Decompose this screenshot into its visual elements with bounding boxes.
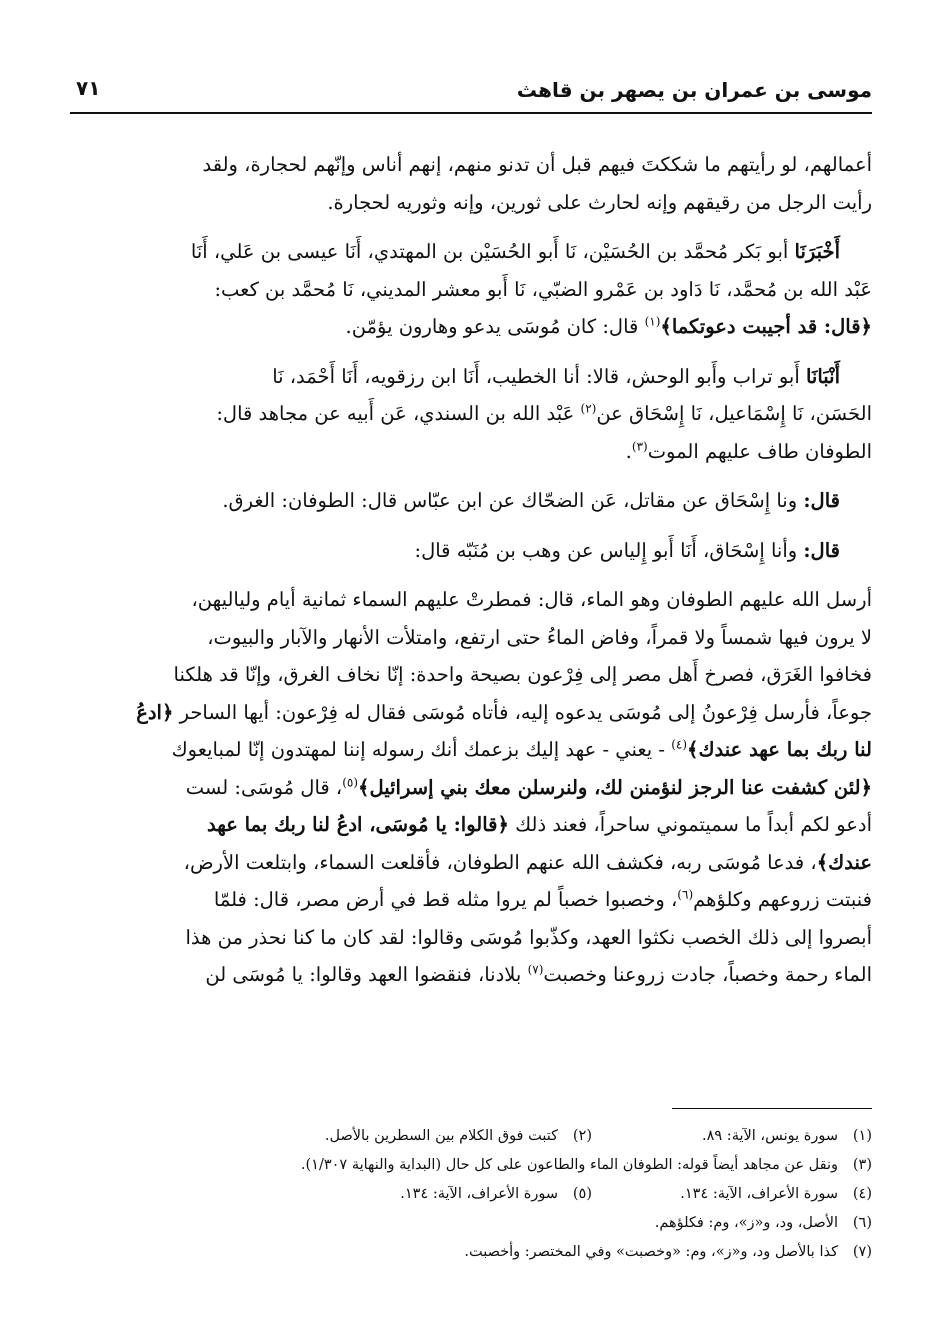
footnote-ref: (١) [644, 314, 661, 329]
footnote-number: (٤) [852, 1186, 872, 1202]
text-line: ، وخصبوا خصباً لم يروا مثله قط في أرض مصر، قال: فلمّا [213, 888, 678, 911]
text-line: لا يرون فيها شمساً ولا قمراً، وفاض الماءُ حتى ارتفع، وامتلأت الأنهار والآبار والبيوت، [207, 625, 872, 649]
paragraph-2 [70, 233, 872, 346]
footnote-text: سورة يونس، الآية: ٨٩. [702, 1128, 838, 1144]
running-head: موسى بن عمران بن يصهر بن قاهث [516, 78, 872, 102]
text-line: بلادنا، فنقضوا العهد وقالوا: يا مُوسَى لن [205, 963, 528, 986]
main-text [70, 146, 872, 994]
footnote-ref: (٧) [527, 962, 544, 977]
footnote-3 [70, 1151, 872, 1180]
footnote-text: الأصل، ود، و«ز»، وم: فكلؤهم. [654, 1215, 838, 1231]
text-line: رأيت الرجل من رقيقهم وإنه لحارث على ثورين، وإنه وثوريه لحجارة. [327, 190, 872, 214]
text-line: فخافوا الغَرَق، فصرخ أَهل مصر إلى فِرْعون بصيحة واحدة: إنّا نخاف الغرق، وإنّا قد هلكنا [173, 663, 872, 686]
text-line: ونا إِسْحَاق عن مقاتل، عَن الضحّاك عن ابن عبّاس قال: الطوفان: الغرق. [222, 489, 804, 512]
text-line: قال: كان مُوسَى يدعو وهارون يؤمّن. [345, 315, 645, 338]
text-line: أدعو لكم أبداً ما سميتموني ساحراً، فعند ذلك [508, 813, 872, 836]
isnad-lead: أَخْبَرَنَا [794, 240, 840, 263]
text-line: الماء رحمة وخصباً، جادت زروعنا وخصبت [543, 963, 872, 986]
quran-quote: ﴿قالوا: يا مُوسَى، ادعُ لنا ربك بما عهد [207, 813, 509, 836]
text-line: جوعاً، فأرسل فِرْعونُ إلى مُوسَى يدعوه إليه، فأتاه مُوسَى فقال له فِرْعون: أيها الساحر [173, 700, 872, 724]
paragraph-5 [70, 532, 872, 570]
text-line: . [625, 439, 632, 463]
footnote-1 [592, 1122, 872, 1151]
text-line: أبصروا إلى ذلك الخصب نكثوا العهد، وكذّبوا مُوسَى وقالوا: لقد كان ما كنا نحذر من هذا [185, 925, 872, 949]
quran-quote: ﴿قال: قد أجيبت دعوتكما﴾ [660, 315, 872, 338]
paragraph-4 [70, 482, 872, 520]
footnote-ref: (٣) [631, 439, 648, 453]
footnote-row [70, 1180, 872, 1209]
footnote-ref: (٢) [580, 401, 597, 416]
footnote-ref: (٦) [677, 887, 694, 902]
footnote-5 [400, 1180, 592, 1209]
page-number: ٧١ [76, 76, 101, 100]
footnote-text: كتبت فوق الكلام بين السطرين بالأصل. [324, 1128, 558, 1144]
text-line: أبو بَكر مُحمَّد بن الحُسَيْن، نَا أَبو الحُسَيْن بن المهتدي، أَنَا عيسى بن عَلي، أَنَا [190, 240, 795, 263]
text-line: - يعني - عهد إليك بزعمك أنك رسوله إننا لمهتدون إنّا لمبايعوك [171, 738, 672, 761]
footnote-6 [70, 1209, 872, 1238]
footnote-number: (٣) [852, 1157, 872, 1173]
footnote-row [70, 1122, 872, 1151]
paragraph-3 [70, 358, 872, 471]
footnote-text: ونقل عن مجاهد أيضاً قوله: الطوفان الماء والطاعون على كل حال (البداية والنهاية ١/٣٠٧). [300, 1157, 838, 1173]
footnote-divider [672, 1108, 872, 1109]
quran-quote: ﴿ادعُ [136, 700, 174, 724]
text-line: أَبو تراب وأَبو الوحش، قالا: أنا الخطيب، أَنَا ابن رزقويه، أَنَا أَحْمَد، نَا [272, 364, 806, 388]
footnote-number: (١) [852, 1128, 872, 1144]
text-line: الطوفان طاف عليهم الموت [647, 439, 872, 463]
text-line: وأنا إِسْحَاق، أَنَا أَبو إِلياس عن وهب بن مُنَبّه قال: [414, 538, 804, 562]
quran-quote: ﴿لئن كشفت عنا الرجز لنؤمنن لك، ولنرسلن معك بني إسرائيل﴾ [358, 775, 872, 799]
isnad-lead: أَنْبَانَا [805, 364, 840, 388]
footnote-number: (٢) [572, 1128, 592, 1144]
quran-quote: لنا ربك بما عهد عندك﴾ [687, 738, 872, 761]
text-line: عَبْد الله بن السندي، عَن أَبيه عن مجاهد قال: [216, 402, 581, 425]
footnote-7 [70, 1238, 872, 1267]
footnote-4 [592, 1180, 872, 1209]
text-line: الحَسَن، نَا إِسْمَاعيل، نَا إِسْحَاق عن [596, 402, 872, 425]
text-line: فنبتت زروعهم وكلؤهم [693, 888, 872, 911]
quran-quote: عندك﴾ [816, 850, 872, 874]
text-line: عَبْد الله بن مُحمَّد، نَا دَاود بن عَمْرو الضبّي، نَا أَبو معشر المديني، نَا مُحمَّد بن كعب: [214, 277, 872, 301]
footnote-number: (٧) [852, 1244, 872, 1260]
footnote-2 [325, 1122, 592, 1151]
footnotes [70, 1122, 872, 1267]
footnote-number: (٥) [572, 1186, 592, 1202]
footnote-ref: (٤) [671, 737, 688, 752]
footnote-number: (٦) [852, 1215, 872, 1231]
footnote-text: سورة الأعراف، الآية: ١٣٤. [400, 1186, 558, 1202]
qaal-lead: قال: [803, 489, 840, 512]
text-line: أعمالهم، لو رأيتهم ما شككتَ فيهم قبل أن تدنو منهم، إنهم أناس وإنّهم لحجارة، ولقد [202, 153, 872, 176]
footnote-text: كذا بالأصل ود، و«ز»، وم: «وخصبت» وفي المختصر: وأخصبت. [464, 1244, 838, 1260]
text-line: ، فدعا مُوسَى ربه، فكشف الله عنهم الطوفان، فأقلعت السماء، وابتلعت الأرض، [183, 850, 817, 874]
paragraph-6 [70, 581, 872, 994]
footnote-text: سورة الأعراف، الآية: ١٣٤. [680, 1186, 838, 1202]
page-header [70, 72, 872, 114]
paragraph-1 [70, 146, 872, 221]
text-line: أرسل الله عليهم الطوفان وهو الماء، قال: فمطرتْ عليهم السماء ثمانية أيام ولياليهن، [191, 588, 872, 611]
text-line: ، قال مُوسَى: لست [185, 775, 343, 799]
footnote-ref: (٥) [342, 775, 359, 789]
qaal-lead: قال: [803, 538, 840, 562]
